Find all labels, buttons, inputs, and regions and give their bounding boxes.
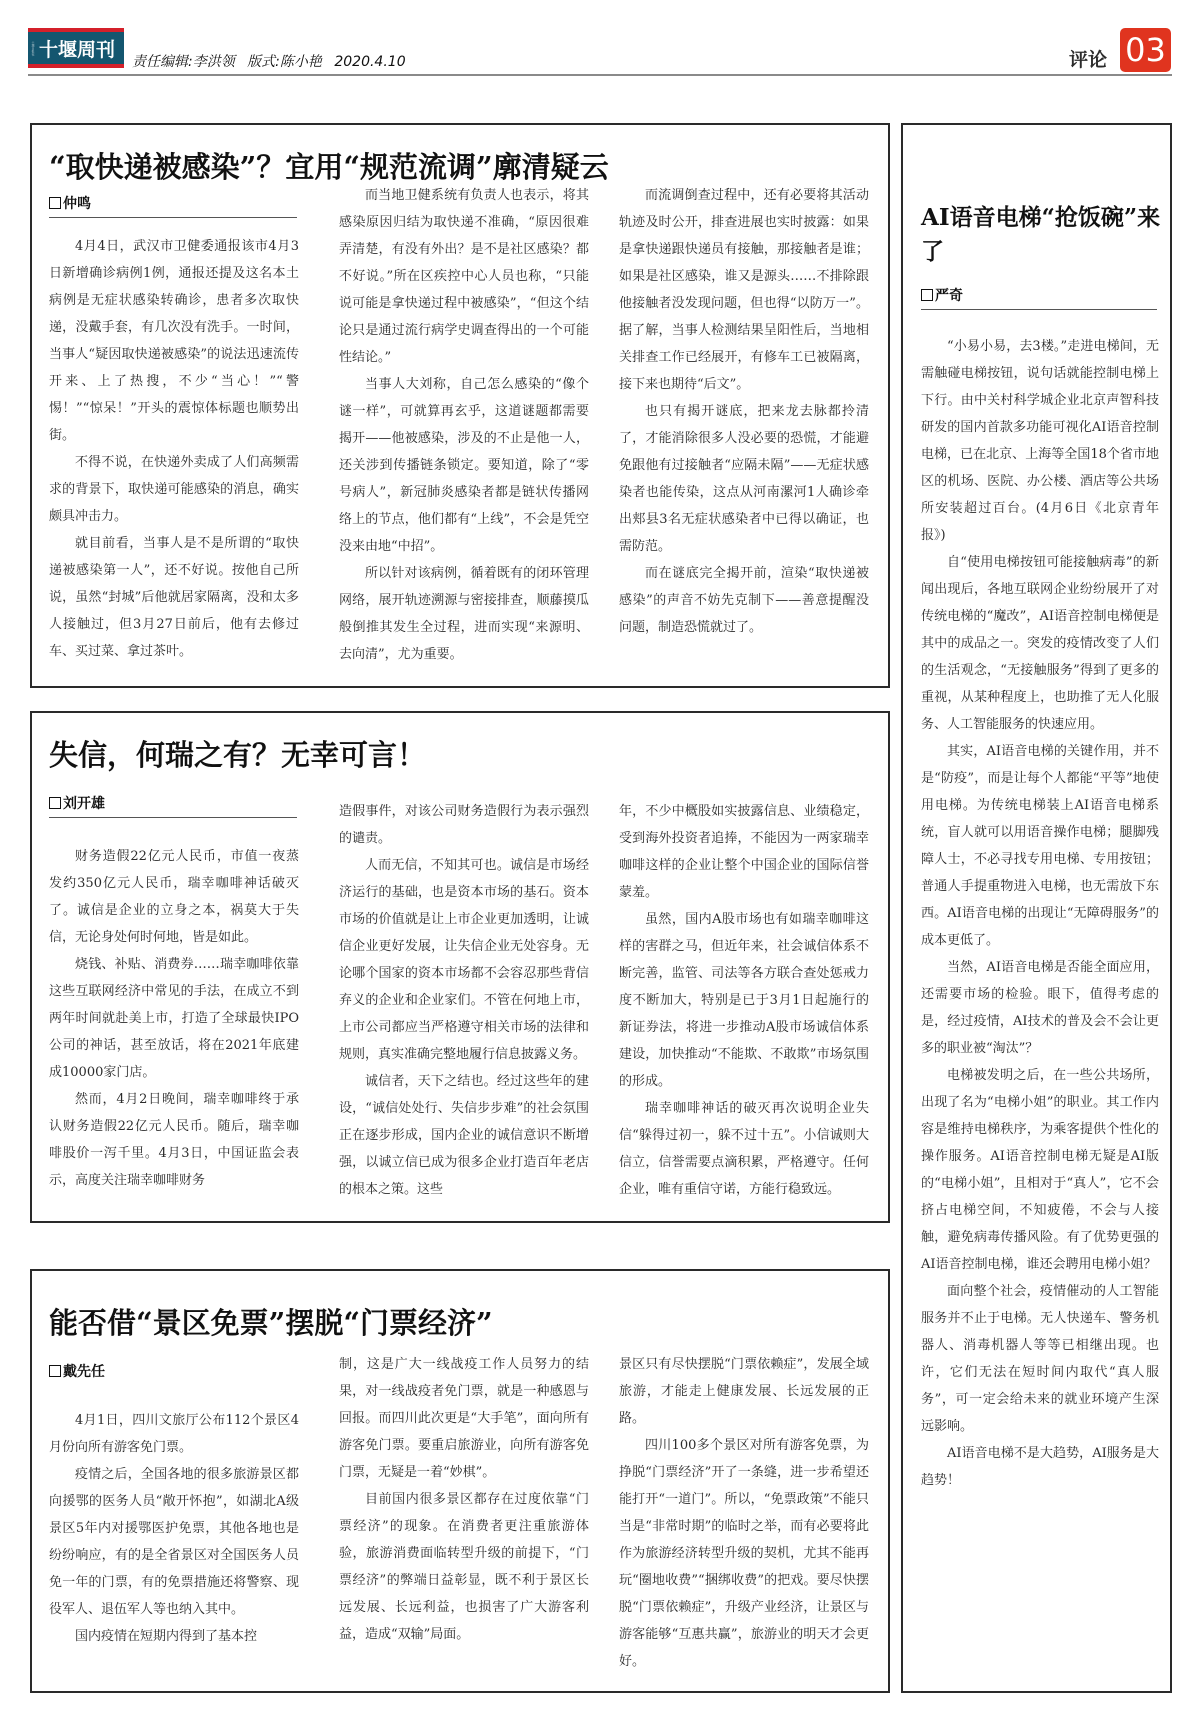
byline-square-icon [49, 197, 61, 209]
paragraph: 财务造假22亿元人民币，市值一夜蒸发约350亿元人民币，瑞幸咖啡神话破灭了。诚信是企业的立身之本，祸莫大于失信，无论身处何时何地，皆是如此。 [49, 849, 299, 945]
article-ai-elevator [901, 123, 1172, 1693]
author-name: 严奇 [935, 288, 963, 304]
paragraph: 烧钱、补贴、消费券……瑞幸咖啡依靠这些互联网经济中常见的手法，在成立不到两年时间就赴美上市，打造了全球最快IPO公司的神话，甚至放话，将在2021年底建成10000家门店。 [49, 957, 299, 1080]
section-label: 评论 [1069, 49, 1108, 71]
article-byline [49, 1361, 297, 1385]
article-byline [49, 193, 297, 218]
byline-square-icon [49, 797, 61, 809]
paragraph: 而流调倒查过程中，还有必要将其活动轨迹及时公开，排查进展也实时披露：如果是拿快递跟快递员有接触，那接触者是谁；如果是社区感染，谁又是源头……不排除跟他接触者没发现问题，但也得“以防万一”。据了解，当事人检测结果呈阳性后，当地相关排查工作已经展开，有修车工已被隔离，接下来也期待“后文”。 [619, 188, 869, 392]
paragraph: 人而无信，不知其可也。诚信是市场经济运行的基础，也是资本市场的基石。资本市场的价值就是让上市企业更加透明，让诚信企业更好发展，让失信企业无处容身。无论哪个国家的资本市场都不会容忍那些背信弃义的企业和企业家们。不管在何地上市，上市公司都应当严格遵守相关市场的法律和规则，真实准确完整地履行信息披露义务。 [339, 858, 589, 1062]
paragraph: 其实，AI语音电梯的关键作用，并不是“防疫”，而是让每个人都能“平等”地使用电梯。为传统电梯装上AI语音电梯系统，盲人就可以用语音操作电梯；腿脚残障人士，不必寻找专用电梯、专用按钮；普通人手提重物进入电梯，也无需放下东西。AI语音电梯的出现让“无障碍服务”的成本更低了。 [921, 744, 1159, 948]
paragraph: 面向整个社会，疫情催动的人工智能服务并不止于电梯。无人快递车、警务机器人、消毒机器人等等已相继出现。也许，它们无法在短时间内取代“真人服务”，可一定会给未来的就业环境产生深远影响。 [921, 1284, 1159, 1434]
paragraph: 就目前看，当事人是不是所谓的“取快递被感染第一人”，还不好说。按他自己所说，虽然“封城”后他就居家隔离，没和太多人接触过，但3月27日前后，他有去修过车、买过菜、拿过茶叶。 [49, 536, 299, 659]
paragraph: 当事人大刘称，自己怎么感染的“像个谜一样”，可就算再玄乎，这道谜题都需要揭开——他被感染，涉及的不止是他一人，还关涉到传播链条锁定。要知道，除了“零号病人”，新冠肺炎感染者都是链状传播网络上的节点，他们都有“上线”，不会是凭空没来由地“中招”。 [339, 377, 589, 554]
author-name: 仲鸣 [63, 196, 91, 212]
paragraph: 年，不少中概股如实披露信息、业绩稳定，受到海外投资者追捧，不能因为一两家瑞幸咖啡这样的企业让整个中国企业的国际信誉蒙羞。 [619, 804, 869, 900]
masthead-logo [28, 28, 124, 68]
paragraph: 瑞幸咖啡神话的破灭再次说明企业失信“躲得过初一，躲不过十五”。小信诚则大信立，信誉需要点滴积累，严格遵守。任何企业，唯有重信守诺，方能行稳致远。 [619, 1101, 869, 1197]
paragraph: 4月1日，四川文旅厅公布112个景区4月份向所有游客免门票。 [49, 1413, 299, 1455]
byline-square-icon [49, 1365, 61, 1377]
editor-credit: 责任编辑:李洪领 [132, 54, 235, 70]
paragraph: 虽然，国内A股市场也有如瑞幸咖啡这样的害群之马，但近年来，社会诚信体系不断完善，监管、司法等各方联合查处惩戒力度不断加大，特别是已于3月1日起施行的新证券法，将进一步推动A股市场诚信体系建设，加快推动“不能欺、不敢欺”市场氛围的形成。 [619, 912, 869, 1089]
article-title: 能否借“景区免票”摆脱“门票经济” [49, 1306, 493, 1340]
article-column [921, 333, 1159, 1494]
article-column [49, 233, 299, 665]
paragraph: 景区只有尽快摆脱“门票依赖症”，发展全域旅游，才能走上健康发展、长远发展的正路。 [619, 1357, 869, 1426]
paragraph: AI语音电梯不是大趋势，AI服务是大趋势！ [921, 1446, 1159, 1488]
article-column [619, 182, 869, 641]
credits-line [132, 51, 414, 71]
author-name: 刘开雄 [63, 796, 105, 812]
masthead-small-text: 十堰日报社 [31, 40, 35, 56]
paragraph: 电梯被发明之后，在一些公共场所，出现了名为“电梯小姐”的职业。其工作内容是维持电梯秩序，为乘客提供个性化的操作服务。AI语音控制电梯无疑是AI版的“电梯小姐”，且相对于“真人”，它不会挤占电梯空间，不知疲倦，不会与人接触，避免病毒传播风险。有了优势更强的AI语音控制电梯，谁还会聘用电梯小姐？ [921, 1068, 1159, 1272]
byline-square-icon [921, 289, 933, 301]
article-column [619, 1351, 869, 1675]
masthead-title: 十堰周刊 [39, 38, 116, 61]
author-name: 戴先任 [63, 1364, 105, 1380]
article-column [619, 798, 869, 1203]
paragraph: 造假事件，对该公司财务造假行为表示强烈的谴责。 [339, 804, 589, 846]
paragraph: 也只有揭开谜底，把来龙去脉都拎清了，才能消除很多人没必要的恐慌，才能避免跟他有过接触者“应隔未隔”——无症状感染者也能传染，这点从河南漯河1人确诊牵出郏县3名无症状感染者中已得以确证，也需防范。 [619, 404, 869, 554]
paragraph: 制，这是广大一线战疫工作人员努力的结果，对一线战疫者免门票，就是一种感恩与回报。而四川此次更是“大手笔”，面向所有游客免门票。要重启旅游业，向所有游客免门票，无疑是一着“妙棋”。 [339, 1357, 589, 1480]
article-title: 失信，何瑞之有？无幸可言！ [49, 738, 427, 772]
article-column [339, 182, 589, 668]
layout-credit: 版式:陈小艳 [247, 54, 322, 70]
article-byline [921, 285, 1157, 310]
paragraph: 当然，AI语音电梯是否能全面应用，还需要市场的检验。眼下，值得考虑的是，经过疫情，AI技术的普及会不会让更多的职业被“淘汰”？ [921, 960, 1159, 1056]
paragraph: 4月4日，武汉市卫健委通报该市4月3日新增确诊病例1例，通报还提及这名本土病例是无症状感染转确诊，患者多次取快递，没戴手套，有几次没有洗手。一时间，当事人“疑因取快递被感染”的说法迅速流传开来、上了热搜，不少“当心！”“警惕！”“惊呆！”开头的震惊体标题也顺势出街。 [49, 239, 299, 443]
paragraph: 不得不说，在快递外卖成了人们高频需求的背景下，取快递可能感染的消息，确实颇具冲击力。 [49, 455, 299, 524]
paragraph: 而在谜底完全揭开前，渲染“取快递被感染”的声音不妨先克制下——善意提醒没问题，制造恐慌就过了。 [619, 566, 869, 635]
paragraph: 目前国内很多景区都存在过度依靠“门票经济”的现象。在消费者更注重旅游体验，旅游消费面临转型升级的前提下，“门票经济”的弊端日益彰显，既不利于景区长远发展、长远利益，也损害了广大游客利益，造成“双输”局面。 [339, 1492, 589, 1642]
article-column [49, 843, 299, 1194]
header-divider [28, 74, 1172, 76]
article-scenic-tickets [30, 1269, 890, 1693]
paragraph: 诚信者，天下之结也。经过这些年的建设，“诚信处处行、失信步步难”的社会氛围正在逐步形成，国内企业的诚信意识不断增强，以诚立信已成为很多企业打造百年老店的根本之策。这些 [339, 1074, 589, 1197]
issue-date: 2020.4.10 [334, 54, 406, 70]
paragraph: 疫情之后，全国各地的很多旅游景区都向援鄂的医务人员“敞开怀抱”，如湖北A级景区5年内对援鄂医护免票，其他各地也是纷纷响应，有的是全省景区对全国医务人员免一年的门票，有的免票措施还将警察、现役军人、退伍军人等也纳入其中。 [49, 1467, 299, 1617]
article-byline [49, 793, 297, 818]
article-title: “取快递被感染”？宜用“规范流调”廓清疑云 [49, 150, 609, 184]
paragraph: “小易小易，去3楼。”走进电梯间，无需触碰电梯按钮，说句话就能控制电梯上下行。由中关村科学城企业北京声智科技研发的国内首款多功能可视化AI语音控制电梯，已在北京、上海等全国18个省市地区的机场、医院、办公楼、酒店等公共场所安装超过百台。(4月6日《北京青年报》) [921, 339, 1159, 543]
article-title: AI语音电梯“抢饭碗”来了 [921, 204, 1161, 265]
paragraph: 自“使用电梯按钮可能接触病毒”的新闻出现后，各地互联网企业纷纷展开了对传统电梯的“魔改”，AI语音控制电梯便是其中的成品之一。突发的疫情改变了人们的生活观念，“无接触服务”得到了更多的重视，从某种程度上，也助推了无人化服务、人工智能服务的快速应用。 [921, 555, 1159, 732]
paragraph: 国内疫情在短期内得到了基本控 [75, 1629, 258, 1644]
article-column [339, 1351, 589, 1648]
paragraph: 然而，4月2日晚间，瑞幸咖啡终于承认财务造假22亿元人民币。随后，瑞幸咖啡股价一泻千里。4月3日，中国证监会表示，高度关注瑞幸咖啡财务 [49, 1092, 299, 1188]
article-column [339, 798, 589, 1203]
page-number-badge: 03 [1120, 28, 1171, 72]
paragraph: 四川100多个景区对所有游客免票，为挣脱“门票经济”开了一条缝，进一步希望还能打开“一道门”。所以，“免票政策”不能只当是“非常时期”的临时之举，而有必要将此作为旅游经济转型升级的契机，尤其不能再玩“圈地收费”“捆绑收费”的把戏。要尽快摆脱“门票依赖症”，升级产业经济，让景区与游客能够“互惠共赢”，旅游业的明天才会更好。 [619, 1438, 869, 1669]
paragraph: 所以针对该病例，循着既有的闭环管理网络，展开轨迹溯源与密接排查，顺藤摸瓜般倒推其发生全过程，进而实现“来源明、去向清”，尤为重要。 [339, 566, 589, 662]
article-column [49, 1407, 299, 1650]
article-express-infection [30, 123, 890, 688]
paragraph: 而当地卫健系统有负责人也表示，将其感染原因归结为取快递不准确，“原因很难弄清楚，有没有外出？是不是社区感染？都不好说。”所在区疾控中心人员也称，“只能说可能是拿快递过程中被感染”，“但这个结论只是通过流行病学史调查得出的一个可能性结论。” [339, 188, 589, 365]
article-luckin-coffee [30, 711, 890, 1223]
